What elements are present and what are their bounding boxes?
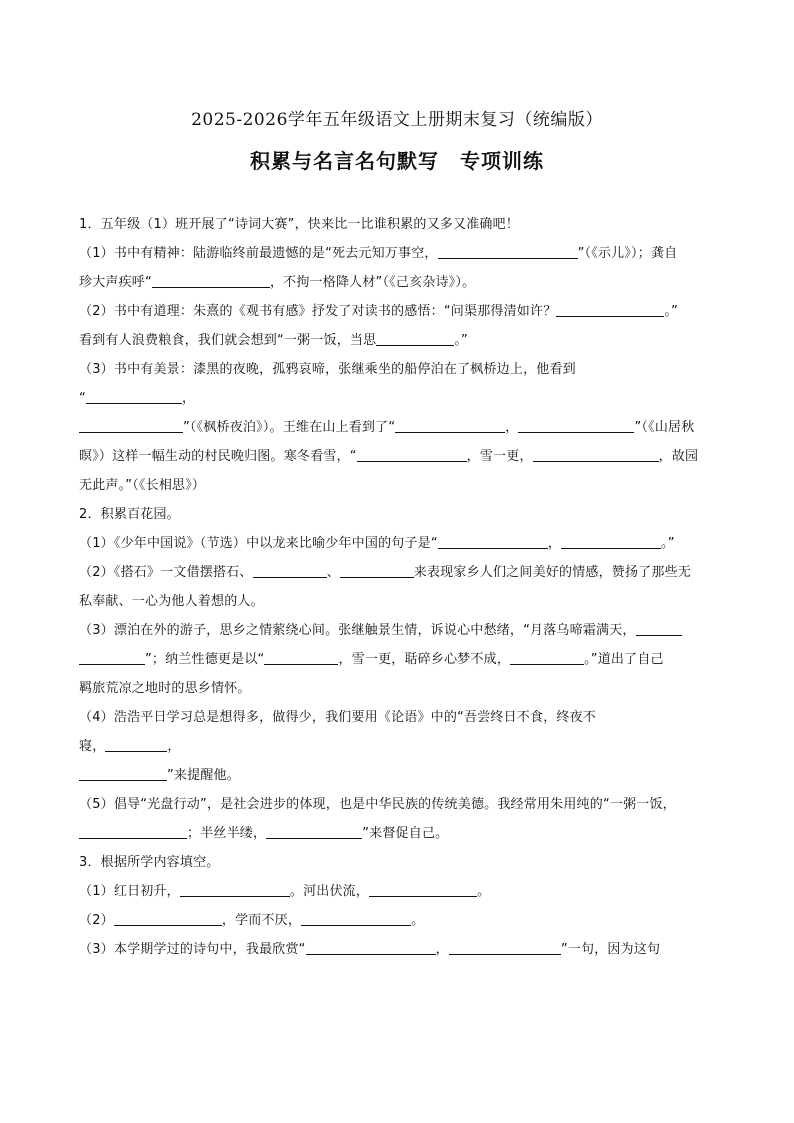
answer-blank[interactable]	[561, 533, 661, 549]
line-text: ”；纳兰性德更是以“	[145, 652, 265, 667]
line-text: （2）	[79, 913, 114, 928]
answer-blank[interactable]	[79, 649, 145, 665]
line-text: ；半丝半缕，	[187, 826, 267, 841]
text-line	[79, 793, 715, 822]
line-text: 私奉献、一心为他人着想的人。	[79, 594, 264, 609]
line-text: （1）红日初升，	[79, 884, 180, 899]
answer-blank[interactable]	[79, 765, 167, 781]
text-line	[79, 648, 715, 677]
line-text: 。河出伏流，	[289, 884, 370, 899]
line-text: ”（《枫桥夜泊》）。王维在山上看到了“	[183, 420, 396, 435]
text-line	[79, 416, 715, 445]
line-text: （4）浩浩平日学习总是想得多，做得少，我们要用《论语》中的“吾尝终日不食，终夜不	[79, 710, 597, 725]
line-text: ”一句，因为这句	[560, 942, 661, 957]
line-text: 珍大声疾呼“	[79, 275, 152, 290]
line-text: ，不拘一格降人材”（《己亥杂诗》）。	[269, 275, 476, 290]
text-line	[79, 300, 715, 329]
text-line	[79, 880, 715, 909]
text-line	[79, 387, 715, 416]
text-line	[79, 735, 715, 764]
text-line	[79, 329, 715, 358]
line-text: 3．根据所学内容填空。	[79, 855, 220, 870]
line-text: 2．积累百花园。	[79, 507, 180, 522]
line-text: 。	[477, 884, 491, 899]
text-line	[79, 619, 715, 648]
line-text: （1）《少年中国说》（节选）中以龙来比喻少年中国的句子是“	[79, 536, 438, 551]
line-text: ”来提醒他。	[167, 768, 240, 783]
worksheet-body	[79, 213, 715, 967]
line-text: 羁旅荒凉之地时的思乡情怀。	[79, 681, 251, 696]
answer-blank[interactable]	[79, 823, 187, 839]
text-line	[79, 851, 715, 880]
answer-blank[interactable]	[264, 649, 338, 665]
line-text: 。”道出了自己	[584, 652, 664, 667]
text-line	[79, 532, 715, 561]
line-text: （3）漂泊在外的游子，思乡之情萦绕心间。张继触景生情，诉说心中愁绪，“月落乌啼霜满天，	[79, 623, 636, 638]
text-line	[79, 677, 715, 706]
line-text: ，学而不厌，	[221, 913, 302, 928]
document-subtitle: 积累与名言名句默写 专项训练	[250, 149, 544, 173]
answer-blank[interactable]	[369, 881, 477, 897]
text-line	[79, 503, 715, 532]
line-text: ”（《示儿》）；龚自	[577, 246, 678, 261]
line-text: 来表现家乡人们之间美好的情感，赞扬了那些无	[413, 565, 691, 580]
answer-blank[interactable]	[518, 417, 634, 433]
line-text: ，	[547, 536, 562, 551]
line-text: 暝》）这样一幅生动的村民晚归图。寒冬看雪，“	[79, 449, 357, 464]
text-line	[79, 271, 715, 300]
answer-blank[interactable]	[556, 301, 664, 317]
line-text: ，	[505, 420, 519, 435]
answer-blank[interactable]	[340, 562, 414, 578]
answer-blank[interactable]	[438, 243, 578, 259]
answer-blank[interactable]	[253, 562, 327, 578]
line-text: 、	[326, 565, 340, 580]
text-line	[79, 909, 715, 938]
text-line	[79, 242, 715, 271]
line-text: ，雪一更，聒碎乡心梦不成，	[338, 652, 511, 667]
line-text: 看到有人浪费粮食，我们就会想到“一粥一饭，当思	[79, 333, 377, 348]
line-text: ”（《山居秋	[634, 420, 695, 435]
answer-blank[interactable]	[86, 388, 182, 404]
answer-blank[interactable]	[449, 939, 561, 955]
line-text: ，雪一更，	[466, 449, 533, 464]
line-text: 。”	[661, 536, 675, 551]
text-line	[79, 561, 715, 590]
line-text: 。”	[664, 304, 679, 319]
answer-blank[interactable]	[301, 910, 411, 926]
answer-blank[interactable]	[266, 823, 362, 839]
line-text: （1）书中有精神：陆游临终前最遗憾的是“死去元知万事空，	[79, 246, 438, 261]
line-text: ，故园	[658, 449, 699, 464]
answer-blank[interactable]	[438, 533, 548, 549]
line-text: （2）书中有道理：朱熹的《观书有感》抒发了对读书的感悟：“问渠那得清如许？	[79, 304, 557, 319]
text-line	[79, 445, 715, 474]
line-text: ，	[181, 391, 196, 406]
text-line	[79, 213, 715, 242]
line-text: “	[79, 391, 86, 406]
text-line	[79, 822, 715, 851]
text-line	[79, 706, 715, 735]
line-text: ，	[167, 739, 181, 754]
text-line	[79, 764, 715, 793]
answer-blank[interactable]	[152, 272, 270, 288]
answer-blank[interactable]	[636, 620, 682, 636]
text-line	[79, 474, 715, 503]
answer-blank[interactable]	[105, 736, 167, 752]
answer-blank[interactable]	[395, 417, 505, 433]
document-title: 2025-2026学年五年级语文上册期末复习（统编版）	[191, 110, 603, 130]
answer-blank[interactable]	[180, 881, 290, 897]
line-text: （2）《搭石》一文借摆搭石、	[79, 565, 253, 580]
line-text: （5）倡导“光盘行动”，是社会进步的体现，也是中华民族的传统美德。我经常用朱用纯的“一粥一饭，	[79, 797, 676, 812]
answer-blank[interactable]	[357, 446, 467, 462]
answer-blank[interactable]	[510, 649, 584, 665]
line-text: 1．五年级（1）班开展了“诗词大赛”，快来比一比谁积累的又多又准确吧！	[79, 217, 520, 232]
line-text: 。	[411, 913, 425, 928]
answer-blank[interactable]	[376, 330, 454, 346]
text-line	[79, 590, 715, 619]
line-text: 寝，	[79, 739, 106, 754]
line-text: ”来督促自己。	[362, 826, 449, 841]
answer-blank[interactable]	[533, 446, 659, 462]
line-text: ，	[435, 942, 449, 957]
text-line	[79, 358, 715, 387]
line-text: （3）书中有美景：漆黑的夜晚，孤鸦哀啼，张继乘坐的船停泊在了枫桥边上，他看到	[79, 362, 576, 377]
line-text: （3）本学期学过的诗句中，我最欣赏“	[79, 942, 306, 957]
answer-blank[interactable]	[79, 417, 183, 433]
answer-blank[interactable]	[114, 910, 222, 926]
line-text: 无此声。”（《长相思》）	[79, 478, 206, 493]
text-line	[79, 938, 715, 967]
line-text: 。”	[454, 333, 468, 348]
answer-blank[interactable]	[306, 939, 436, 955]
